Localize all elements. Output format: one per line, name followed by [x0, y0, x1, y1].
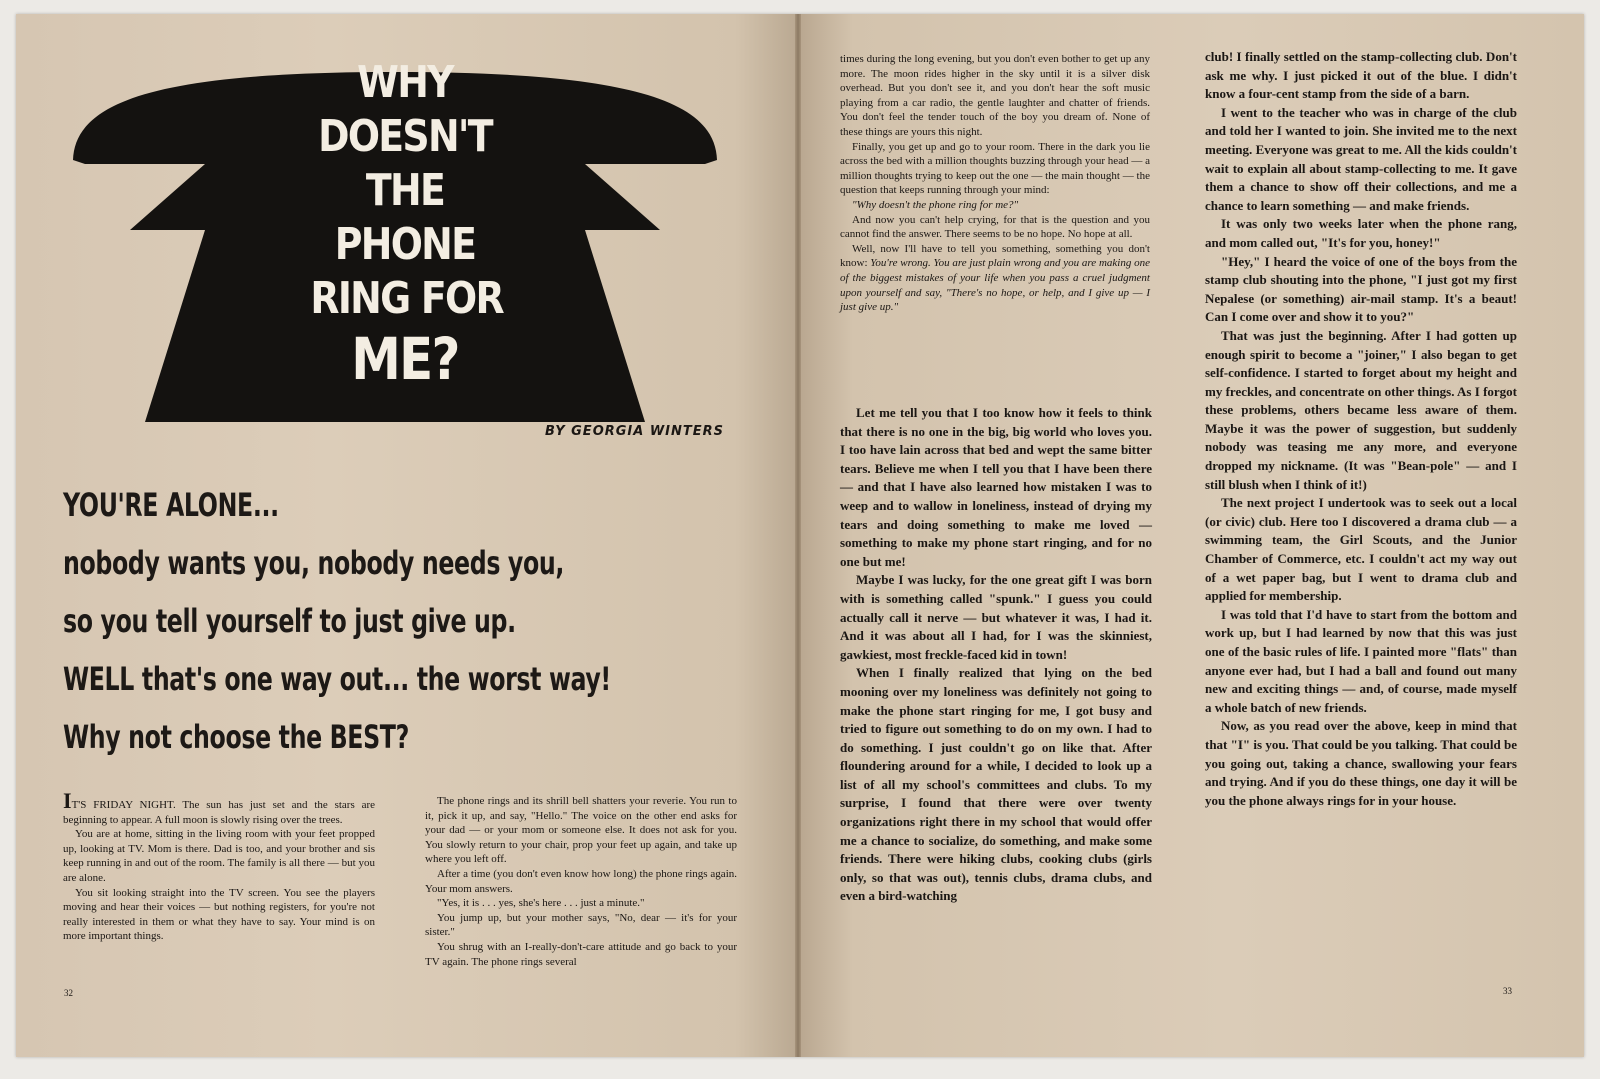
paragraph: When I finally realized that lying on the bed mooning over my loneliness was definitely not going to make the phone start ringing for me, I got busy and tried to figure out something to do on my own. I had to do something. I just couldn't go on like that. After floundering around for a while, I decided to look up a list of all my school's committees and clubs. To my surprise, I found that there were over twenty organizations right there in my school that would offer me a chance to socialize, do something, and make some friends. There were hiking clubs, cooking clubs (girls only, so that was out), tennis clubs, drama clubs, and even a bird-watching	[840, 665, 1152, 904]
body-column-right-2	[840, 404, 1152, 906]
headline-line: PHONE	[334, 219, 476, 270]
paragraph: After a time (you don't even know how long) the phone rings again. Your mom answers.	[425, 867, 737, 895]
paragraph: It was only two weeks later when the phone rang, and mom called out, "It's for you, honey!"	[1205, 216, 1517, 250]
paragraph-text: Well, now I'll have to tell you something, something you don't know:	[840, 242, 1150, 270]
paragraph: Now, as you read over the above, keep in mind that that "I" is you. That could be you talking. That could be you going out, taking a chance, swallowing your fears and trying. And if you do these things, one day it will be you the phone always rings for in your house.	[1205, 718, 1517, 808]
paragraph: club! I finally settled on the stamp-collecting club. Don't ask me why. I just picked it out of the blue. I didn't know a four-cent stamp from the side of a barn.	[1205, 49, 1517, 102]
body-column-right-3	[1205, 48, 1517, 810]
paragraph: I was told that I'd have to start from the bottom and work up, but I had learned by now that this was just one of the basic rules of life. I painted more "flats" than anyone ever had, but I had a ball and found out many new and exciting things — and, of course, made myself a whole batch of new friends.	[1205, 606, 1517, 715]
drop-cap: I	[63, 788, 72, 813]
headline-line: WHY	[357, 57, 453, 108]
paragraph: That was just the beginning. After I had gotten up enough spirit to become a "joiner," I also began to get self-confidence. I started to forget about my height and my freckles, and concentrate on other things. As I forgot these problems, others became less aware of them. Maybe it was the power of suggestion, but suddenly nobody was teasing me any more, and everyone dropped my nickname. (It was "Bean-pole" — and I still blush when I think of it!)	[1205, 327, 1517, 492]
paragraph-text: T'S FRIDAY NIGHT. The sun has just set and the stars are beginning to appear. A full moon is slowly rising over the trees.	[63, 799, 375, 826]
paragraph: You are at home, sitting in the living room with your feet propped up, looking at TV. Mom is there. Dad is too, and your brother and sis keep running in and out of the room. The family is all there — but you are alone.	[63, 828, 375, 884]
headline-line: DOESN'T	[318, 111, 492, 162]
deck-line: WELL that's one way out... the worst way!	[63, 660, 611, 698]
body-column-right-1	[840, 52, 1150, 315]
byline: BY GEORGIA WINTERS	[545, 424, 725, 439]
paragraph: You jump up, but your mother says, "No, dear — it's for your sister."	[425, 911, 737, 939]
deck-line: Why not choose the BEST?	[63, 718, 409, 756]
deck-line: nobody wants you, nobody needs you,	[63, 544, 565, 582]
paragraph	[63, 788, 375, 827]
paragraph: The next project I undertook was to seek out a local (or civic) club. Here too I discovered a drama club — a swimming team, the Girl Scouts, and the Junior Chamber of Commerce, etc. I couldn't act my way out of a wet paper bag, but I went to drama club and applied for membership.	[1205, 495, 1517, 604]
paragraph: "Hey," I heard the voice of one of the boys from the stamp club shouting into the phone, "I just got my first Nepalese (or something) air-mail stamp. It's a beaut! Can I come over and show it to you?"	[1205, 253, 1517, 325]
page-gutter	[795, 14, 801, 1057]
body-column-left-2	[425, 794, 737, 969]
headline-line: THE	[365, 165, 445, 216]
paragraph-text: You're wrong. You are just plain wrong and you are making one of the biggest mistakes of your life when you pass a cruel judgment upon yourself and say, "There's no hope, or help, and I give up — I just give up."	[840, 257, 1151, 314]
paragraph: Maybe I was lucky, for the one great gift I was born with is something called "spunk." I guess you could actually call it nerve — but whatever it was, I had it. And it was about all I had, for I was the skinniest, gawkiest, most freckle-faced kid in town!	[840, 572, 1152, 662]
paragraph: Let me tell you that I too know how it feels to think that there is no one in the big, big world who loves you. I too have lain across that bed and wept the same bitter tears. Believe me when I tell you that I have been there — and that I have also learned how mistaken I was to weep and to wallow in loneliness, instead of drying my tears and doing something to make me loved — something to make my phone start ringing, and for no one but me!	[840, 405, 1152, 569]
subheadline	[63, 476, 783, 766]
paragraph: And now you can't help crying, for that is the question and you cannot find the answer. There seems to be no hope. No hope at all.	[840, 213, 1150, 241]
paragraph: "Yes, it is . . . yes, she's here . . . just a minute."	[437, 897, 645, 910]
deck-line: so you tell yourself to just give up.	[63, 602, 516, 640]
paragraph	[840, 242, 1150, 315]
headline-line: RING FOR	[310, 273, 503, 324]
headline-line: ME?	[351, 325, 459, 393]
paragraph: Finally, you get up and go to your room. There in the dark you lie across the bed with a million thoughts buzzing through your head — a million thoughts trying to keep out the one — the main thought — the question that keeps running through your mind:	[840, 140, 1150, 197]
headline	[310, 56, 503, 393]
paragraph: The phone rings and its shrill bell shatters your reverie. You run to it, pick it up, and say, "Hello." The voice on the other end asks for your dad — or your mom or someone else. It does not ask for you. You slowly return to your chair, prop your feet up again, and take up where you left off.	[425, 795, 737, 866]
page-number: 33	[1503, 986, 1512, 996]
body-column-left-1	[63, 788, 375, 944]
paragraph: You shrug with an I-really-don't-care attitude and go back to your TV again. The phone rings several	[425, 940, 737, 968]
page-number: 32	[64, 988, 73, 998]
paragraph: times during the long evening, but you don't even bother to get up any more. The moon rides higher in the sky until it is a silver disk overhead. But you don't see it, and you don't hear the soft music playing from a car radio, the gentle laughter and chatter of friends. You don't feel the tender touch of the boy you dream of. None of these things are yours this night.	[840, 53, 1150, 138]
paragraph: I went to the teacher who was in charge of the club and told her I wanted to join. She invited me to the next meeting. Everyone was great to me. All the kids couldn't wait to explain all about stamp-collecting to me. It gave them a chance to show off their collections, and me a chance to learn something — and make friends.	[1205, 104, 1517, 213]
paragraph: "Why doesn't the phone ring for me?"	[852, 198, 1019, 211]
deck-line: YOU'RE ALONE...	[63, 486, 279, 524]
paragraph: You sit looking straight into the TV screen. You see the players moving and hear their voices — but nothing registers, for you're not really interested in them or what they have to say. Your mind is on more important things.	[63, 886, 375, 943]
